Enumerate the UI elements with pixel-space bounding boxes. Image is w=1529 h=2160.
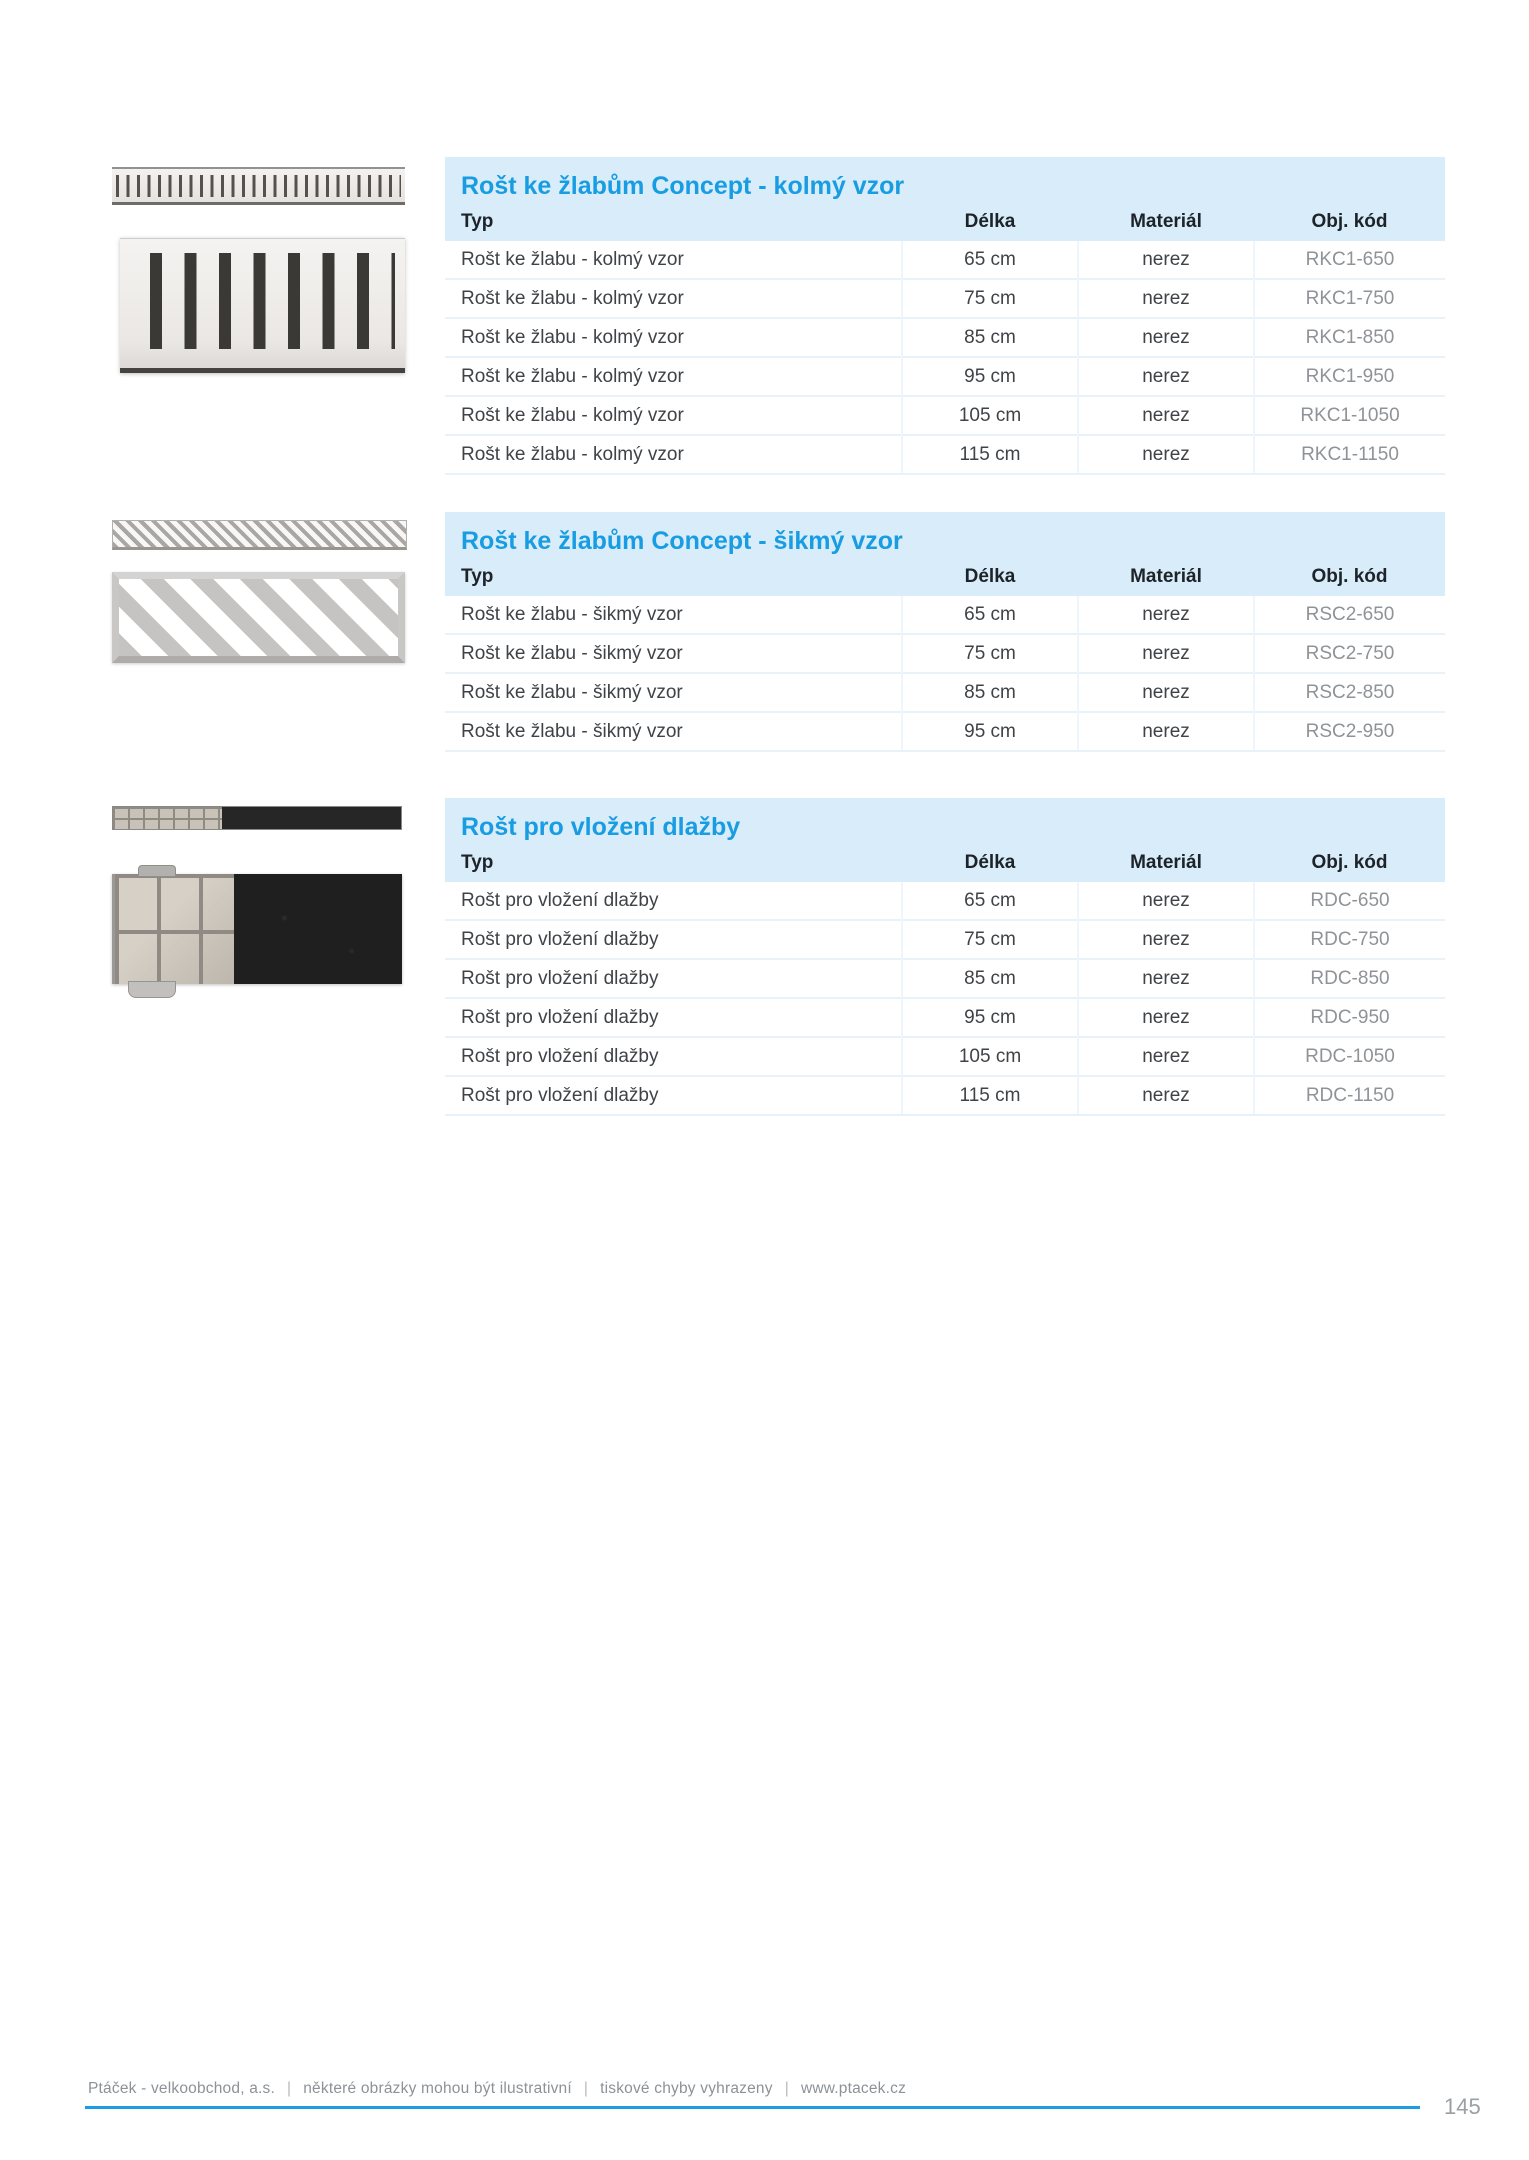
column-header-material: Materiál [1078,203,1254,241]
table-row [445,357,1445,396]
table-row [445,673,1445,712]
page-number: 145 [1444,2094,1481,2119]
table-cell: Rošt ke žlabu - kolmý vzor [445,435,902,474]
table-title-bar [445,798,1445,844]
grate-diagonal-strip-image [112,520,407,550]
table-cell: RDC-850 [1254,959,1445,998]
table-cell: Rošt ke žlabu - šikmý vzor [445,673,902,712]
table-cell: nerez [1078,634,1254,673]
footer-note-illustrative: některé obrázky mohou být ilustrativní [303,2080,572,2097]
black-grate-section [234,874,402,984]
table-row [445,279,1445,318]
table-cell: Rošt pro vložení dlažby [445,1037,902,1076]
table-cell: RSC2-650 [1254,596,1445,634]
table-title-bar [445,512,1445,558]
table-cell: 85 cm [902,673,1078,712]
table-row [445,1076,1445,1115]
table-cell: nerez [1078,435,1254,474]
table-cell: nerez [1078,596,1254,634]
column-header-material: Materiál [1078,558,1254,596]
table-cell: nerez [1078,712,1254,751]
table-cell: Rošt ke žlabu - kolmý vzor [445,357,902,396]
table-row [445,959,1445,998]
table-cell: nerez [1078,959,1254,998]
table-cell: 65 cm [902,596,1078,634]
table-cell: RKC1-950 [1254,357,1445,396]
grate-diagonal-photo [112,572,405,663]
table-row [445,396,1445,435]
table-cell: nerez [1078,318,1254,357]
table-cell: Rošt ke žlabu - kolmý vzor [445,279,902,318]
table-cell: RSC2-750 [1254,634,1445,673]
table-cell: Rošt ke žlabu - šikmý vzor [445,712,902,751]
table-cell: nerez [1078,998,1254,1037]
mounting-tab-bottom [128,981,176,998]
table-cell: Rošt pro vložení dlažby [445,882,902,920]
column-header-delka: Délka [902,558,1078,596]
footer [88,2080,906,2098]
table-cell: RDC-750 [1254,920,1445,959]
column-header-typ: Typ [445,558,902,596]
tile-mosaic-section [113,807,222,829]
table-cell: RSC2-850 [1254,673,1445,712]
table-row [445,712,1445,751]
table-row [445,241,1445,279]
table-cell: nerez [1078,241,1254,279]
table-cell: Rošt ke žlabu - kolmý vzor [445,396,902,435]
table-cell: 95 cm [902,712,1078,751]
mounting-tab-top [138,865,176,877]
table-cell: RDC-1050 [1254,1037,1445,1076]
header-row [445,558,1445,596]
table-row [445,596,1445,634]
footer-separator: | [784,2080,789,2097]
column-header-delka: Délka [902,203,1078,241]
header-row [445,203,1445,241]
table-cell: 65 cm [902,241,1078,279]
table-cell: RDC-950 [1254,998,1445,1037]
footer-note-errors: tiskové chyby vyhrazeny [600,2080,773,2097]
table-cell: RSC2-950 [1254,712,1445,751]
product-table-sikmy-vzor [445,512,1445,752]
table-row [445,634,1445,673]
grate-tile-photo [112,874,402,984]
table-row [445,318,1445,357]
table-cell: nerez [1078,1037,1254,1076]
grate-perpendicular-strip-image [112,167,405,205]
table-cell: RKC1-650 [1254,241,1445,279]
table-cell: nerez [1078,396,1254,435]
product-table-vlozeni-dlazby [445,798,1445,1116]
table-row [445,920,1445,959]
table-cell: Rošt pro vložení dlažby [445,920,902,959]
table-cell: 115 cm [902,1076,1078,1115]
table-cell: RDC-1150 [1254,1076,1445,1115]
table-cell: 115 cm [902,435,1078,474]
table-cell: RKC1-1050 [1254,396,1445,435]
column-header-kod: Obj. kód [1254,558,1445,596]
table-cell: 105 cm [902,396,1078,435]
footer-separator: | [287,2080,292,2097]
table-cell: 75 cm [902,279,1078,318]
black-grate-section [222,807,401,829]
table-cell: 75 cm [902,920,1078,959]
table-cell: 65 cm [902,882,1078,920]
table-cell: nerez [1078,357,1254,396]
table-cell: 85 cm [902,959,1078,998]
table-cell: nerez [1078,920,1254,959]
table-cell: Rošt ke žlabu - šikmý vzor [445,634,902,673]
table-cell: nerez [1078,279,1254,318]
table-cell: 95 cm [902,998,1078,1037]
table-cell: Rošt ke žlabu - kolmý vzor [445,318,902,357]
table-row [445,998,1445,1037]
table-title-bar [445,157,1445,203]
table-cell: Rošt ke žlabu - kolmý vzor [445,241,902,279]
grate-perpendicular-photo [120,238,405,373]
table-cell: RKC1-850 [1254,318,1445,357]
footer-website-link[interactable]: www.ptacek.cz [800,2080,907,2097]
table-row [445,435,1445,474]
table-cell: Rošt pro vložení dlažby [445,959,902,998]
table-cell: RDC-650 [1254,882,1445,920]
table-row [445,1037,1445,1076]
table-cell: RKC1-1150 [1254,435,1445,474]
grate-tile-strip-image [112,806,402,830]
table-cell: Rošt pro vložení dlažby [445,998,902,1037]
table-title: Rošt ke žlabům Concept - kolmý vzor [461,172,905,200]
table-cell: RKC1-750 [1254,279,1445,318]
table-title: Rošt pro vložení dlažby [461,813,741,841]
table-cell: 75 cm [902,634,1078,673]
column-header-typ: Typ [445,844,902,882]
header-row [445,844,1445,882]
footer-separator: | [583,2080,589,2097]
column-header-kod: Obj. kód [1254,203,1445,241]
table-row [445,882,1445,920]
table-cell: 85 cm [902,318,1078,357]
footer-accent-line [85,2106,1420,2109]
table-cell: nerez [1078,882,1254,920]
column-header-typ: Typ [445,203,902,241]
product-table-kolmy-vzor [445,157,1445,475]
table-cell: Rošt pro vložení dlažby [445,1076,902,1115]
footer-company: Ptáček - velkoobchod, a.s. [88,2080,275,2097]
table-cell: Rošt ke žlabu - šikmý vzor [445,596,902,634]
table-title: Rošt ke žlabům Concept - šikmý vzor [461,527,903,555]
column-header-kod: Obj. kód [1254,844,1445,882]
tile-mosaic-section [112,874,234,984]
column-header-delka: Délka [902,844,1078,882]
table-cell: 95 cm [902,357,1078,396]
table-cell: nerez [1078,673,1254,712]
table-cell: 105 cm [902,1037,1078,1076]
table-cell: nerez [1078,1076,1254,1115]
column-header-material: Materiál [1078,844,1254,882]
